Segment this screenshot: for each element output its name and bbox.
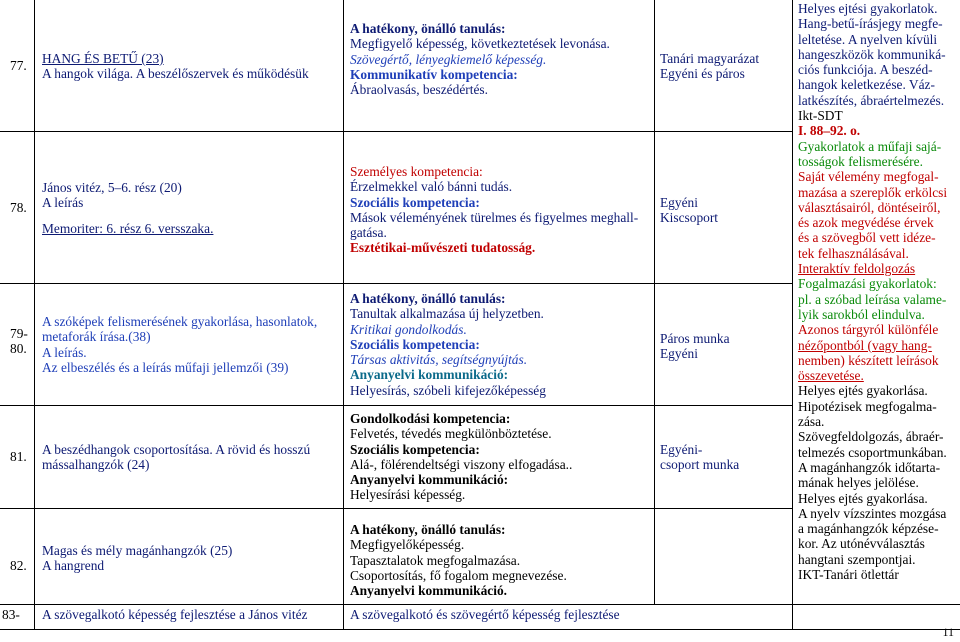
competency-line: Gondolkodási kompetencia: — [350, 411, 511, 426]
col-divider — [34, 0, 35, 629]
note-line: Szövegfeldolgozás, ábraér- — [798, 429, 944, 445]
competency-line: Érzelmekkel való bánni tudás. — [350, 179, 513, 195]
method-text: Páros munka — [660, 331, 730, 346]
note-line: latkészítés, ábraértelmezés. — [798, 92, 945, 108]
note-line: A magánhangzók időtarta- — [798, 459, 941, 475]
competency-line: Tapasztalatok megfogalmazása. — [350, 552, 521, 568]
note-line: kor. Az utónévválasztás — [798, 536, 925, 552]
row-divider — [0, 604, 960, 605]
competency-cell — [350, 164, 638, 256]
competency-line: Helyesírási képesség. — [350, 487, 466, 503]
method-text: Egyéni- — [660, 442, 703, 457]
topic-cell — [42, 543, 232, 574]
note-line: IKT-Tanári ötlettár — [798, 566, 899, 582]
competency-cell — [350, 411, 572, 503]
topic-text: Magas és mély magánhangzók (25) — [42, 543, 233, 558]
competency-cell — [350, 21, 610, 97]
competency-text: A szövegalkotó és szövegértő képesség fejlesztése — [350, 607, 620, 622]
topic-memoriter: Memoriter: 6. rész 6. versszaka. — [42, 220, 214, 236]
row-number: 77. — [10, 58, 27, 73]
method-cell — [660, 331, 730, 362]
topic-text: A szövegalkotó képesség fejlesztése a János vitéz — [42, 607, 308, 622]
note-line: és a szövegből vett idéze- — [798, 230, 936, 246]
competency-line: gatása. — [350, 225, 387, 241]
competency-line: Társas aktivitás, segítségnyújtás. — [350, 352, 528, 368]
competency-cell — [350, 522, 567, 598]
note-line: tosságok felismerésére. — [798, 153, 923, 169]
topic-text: A leírás. — [42, 344, 87, 360]
note-line: és azok megvédése érvek — [798, 215, 934, 231]
competency-cell — [350, 291, 546, 398]
note-line: Gyakorlatok a műfaji sajá- — [798, 138, 942, 154]
competency-line: Szövegértő, lényegkiemelő képesség. — [350, 51, 547, 67]
method-text: Tanári magyarázat — [660, 51, 760, 66]
competency-line: Felvetés, tévedés megkülönböztetése. — [350, 426, 552, 442]
method-text: Egyéni — [660, 195, 698, 210]
row-number: 81. — [10, 449, 27, 464]
topic-heading: HANG ÉS BETŰ (23) — [42, 51, 164, 66]
competency-line: A hatékony, önálló tanulás: — [350, 291, 506, 306]
spacer — [42, 211, 213, 221]
topic-cell — [42, 442, 310, 473]
method-cell — [660, 195, 718, 226]
note-line: Hang-betű-írásjegy megfe- — [798, 16, 943, 32]
row-number: 78. — [10, 200, 27, 215]
note-line: választásairól, döntéseiről, — [798, 199, 941, 215]
row-divider — [0, 629, 960, 630]
note-line: Azonos tárgyról különféle — [798, 322, 939, 338]
method-text: Egyéni — [660, 346, 698, 362]
page-number: 11 — [942, 624, 954, 639]
topic-text: A szóképek felismerésének gyakorlása, hasonlatok, — [42, 314, 318, 329]
competency-line: Anyanyelvi kommunikáció: — [350, 367, 509, 383]
note-line: Saját vélemény megfogal- — [798, 169, 939, 185]
competency-line: Kritikai gondolkodás. — [350, 321, 467, 337]
row-number: 79- 80. — [10, 326, 28, 357]
competency-line: Tanultak alkalmazása új helyzetben. — [350, 306, 544, 322]
note-line: lyik sarokból elindulva. — [798, 306, 925, 322]
topic-text: Az elbeszélés és a leírás műfaji jellemzői (39) — [42, 359, 289, 375]
col-divider — [343, 0, 344, 629]
note-line: összevetése. — [798, 368, 864, 384]
note-line: A nyelv vízszintes mozgása — [798, 505, 947, 521]
note-line: leltetése. A nyelven kívüli — [798, 31, 938, 47]
competency-line: Személyes kompetencia: — [350, 164, 483, 179]
note-line: Helyes ejtési gyakorlatok. — [798, 1, 938, 16]
note-line: I. 88–92. o. — [798, 123, 861, 139]
competency-line: Anyanyelvi kommunikáció. — [350, 583, 507, 599]
competency-line: Alá-, fölérendeltségi viszony elfogadása.. — [350, 456, 573, 472]
topic-text: A hangok világa. A beszélőszervek és működésük — [42, 66, 309, 82]
competency-line: Csoportosítás, fő fogalom megnevezése. — [350, 567, 567, 583]
competency-line: Ábraolvasás, beszédértés. — [350, 82, 488, 98]
method-text: Egyéni és páros — [660, 66, 745, 82]
competency-line: Szociális kompetencia: — [350, 441, 480, 457]
col-divider — [792, 0, 793, 629]
method-text: Kiscsoport — [660, 210, 719, 226]
note-line: Fogalmazási gyakorlatok: — [798, 276, 937, 292]
competency-line: Kommunikatív kompetencia: — [350, 66, 518, 82]
note-line: Interaktív feldolgozás — [798, 261, 916, 277]
row-divider — [0, 508, 792, 509]
row-number: 83- — [2, 607, 20, 622]
topic-cell — [42, 51, 309, 82]
note-line: nézőpontból (vagy hang- — [798, 337, 932, 353]
method-cell — [660, 442, 739, 473]
row-divider — [0, 405, 792, 406]
competency-line: Megfigyelőképesség. — [350, 537, 465, 553]
topic-text: János vitéz, 5–6. rész (20) — [42, 180, 182, 195]
topic-text: A hangrend — [42, 558, 105, 574]
note-line: mának helyes jelölése. — [798, 475, 919, 491]
competency-line: A hatékony, önálló tanulás: — [350, 21, 506, 36]
topic-cell — [42, 314, 317, 375]
note-line: nemben) készített leírások — [798, 352, 939, 368]
topic-cell — [42, 180, 213, 236]
method-cell — [660, 51, 759, 82]
topic-text: A beszédhangok csoportosítása. A rövid és hosszú — [42, 442, 311, 457]
note-line: tek felhasználásával. — [798, 245, 909, 261]
note-line: a magánhangzók képzése- — [798, 521, 939, 537]
competency-line: Mások véleményének türelmes és figyelmes meghall- — [350, 209, 639, 225]
note-line: Ikt-SDT — [798, 108, 843, 124]
note-line: telmezés csoportmunkában. — [798, 444, 947, 460]
method-text: csoport munka — [660, 457, 740, 473]
note-line: hangok keletkezése. Váz- — [798, 77, 935, 93]
note-line: hangtani szempontjai. — [798, 551, 916, 567]
note-line: Helyes ejtés gyakorlása. — [798, 490, 928, 506]
competency-line: Esztétikai-művészeti tudatosság. — [350, 240, 536, 256]
note-line: pl. a szóbad leírása valame- — [798, 291, 947, 307]
topic-text: metaforák írása.(38) — [42, 329, 151, 345]
competency-line: Helyesírás, szóbeli kifejezőképesség — [350, 382, 546, 398]
notes-column — [798, 1, 947, 582]
note-line: Helyes ejtés gyakorlása. — [798, 383, 928, 399]
row-number: 82. — [10, 558, 27, 573]
competency-line: Szociális kompetencia: — [350, 194, 480, 210]
topic-text: A leírás — [42, 195, 84, 211]
competency-line: A hatékony, önálló tanulás: — [350, 522, 506, 537]
competency-line: Szociális kompetencia: — [350, 336, 480, 352]
competency-line: Megfigyelő képesség, következtetések levonása. — [350, 36, 610, 52]
note-line: mazása a szereplők erkölcsi — [798, 184, 948, 200]
note-line: zása. — [798, 414, 825, 430]
col-divider — [654, 0, 655, 604]
note-line: Hipotézisek megfogalma- — [798, 398, 937, 414]
note-line: hangeszközök kommuniká- — [798, 46, 946, 62]
competency-line: Anyanyelvi kommunikáció: — [350, 472, 509, 488]
topic-text: mássalhangzók (24) — [42, 457, 150, 473]
row-divider — [0, 131, 792, 132]
row-divider — [0, 283, 792, 284]
note-line: ciós funkciója. A beszéd- — [798, 62, 933, 78]
